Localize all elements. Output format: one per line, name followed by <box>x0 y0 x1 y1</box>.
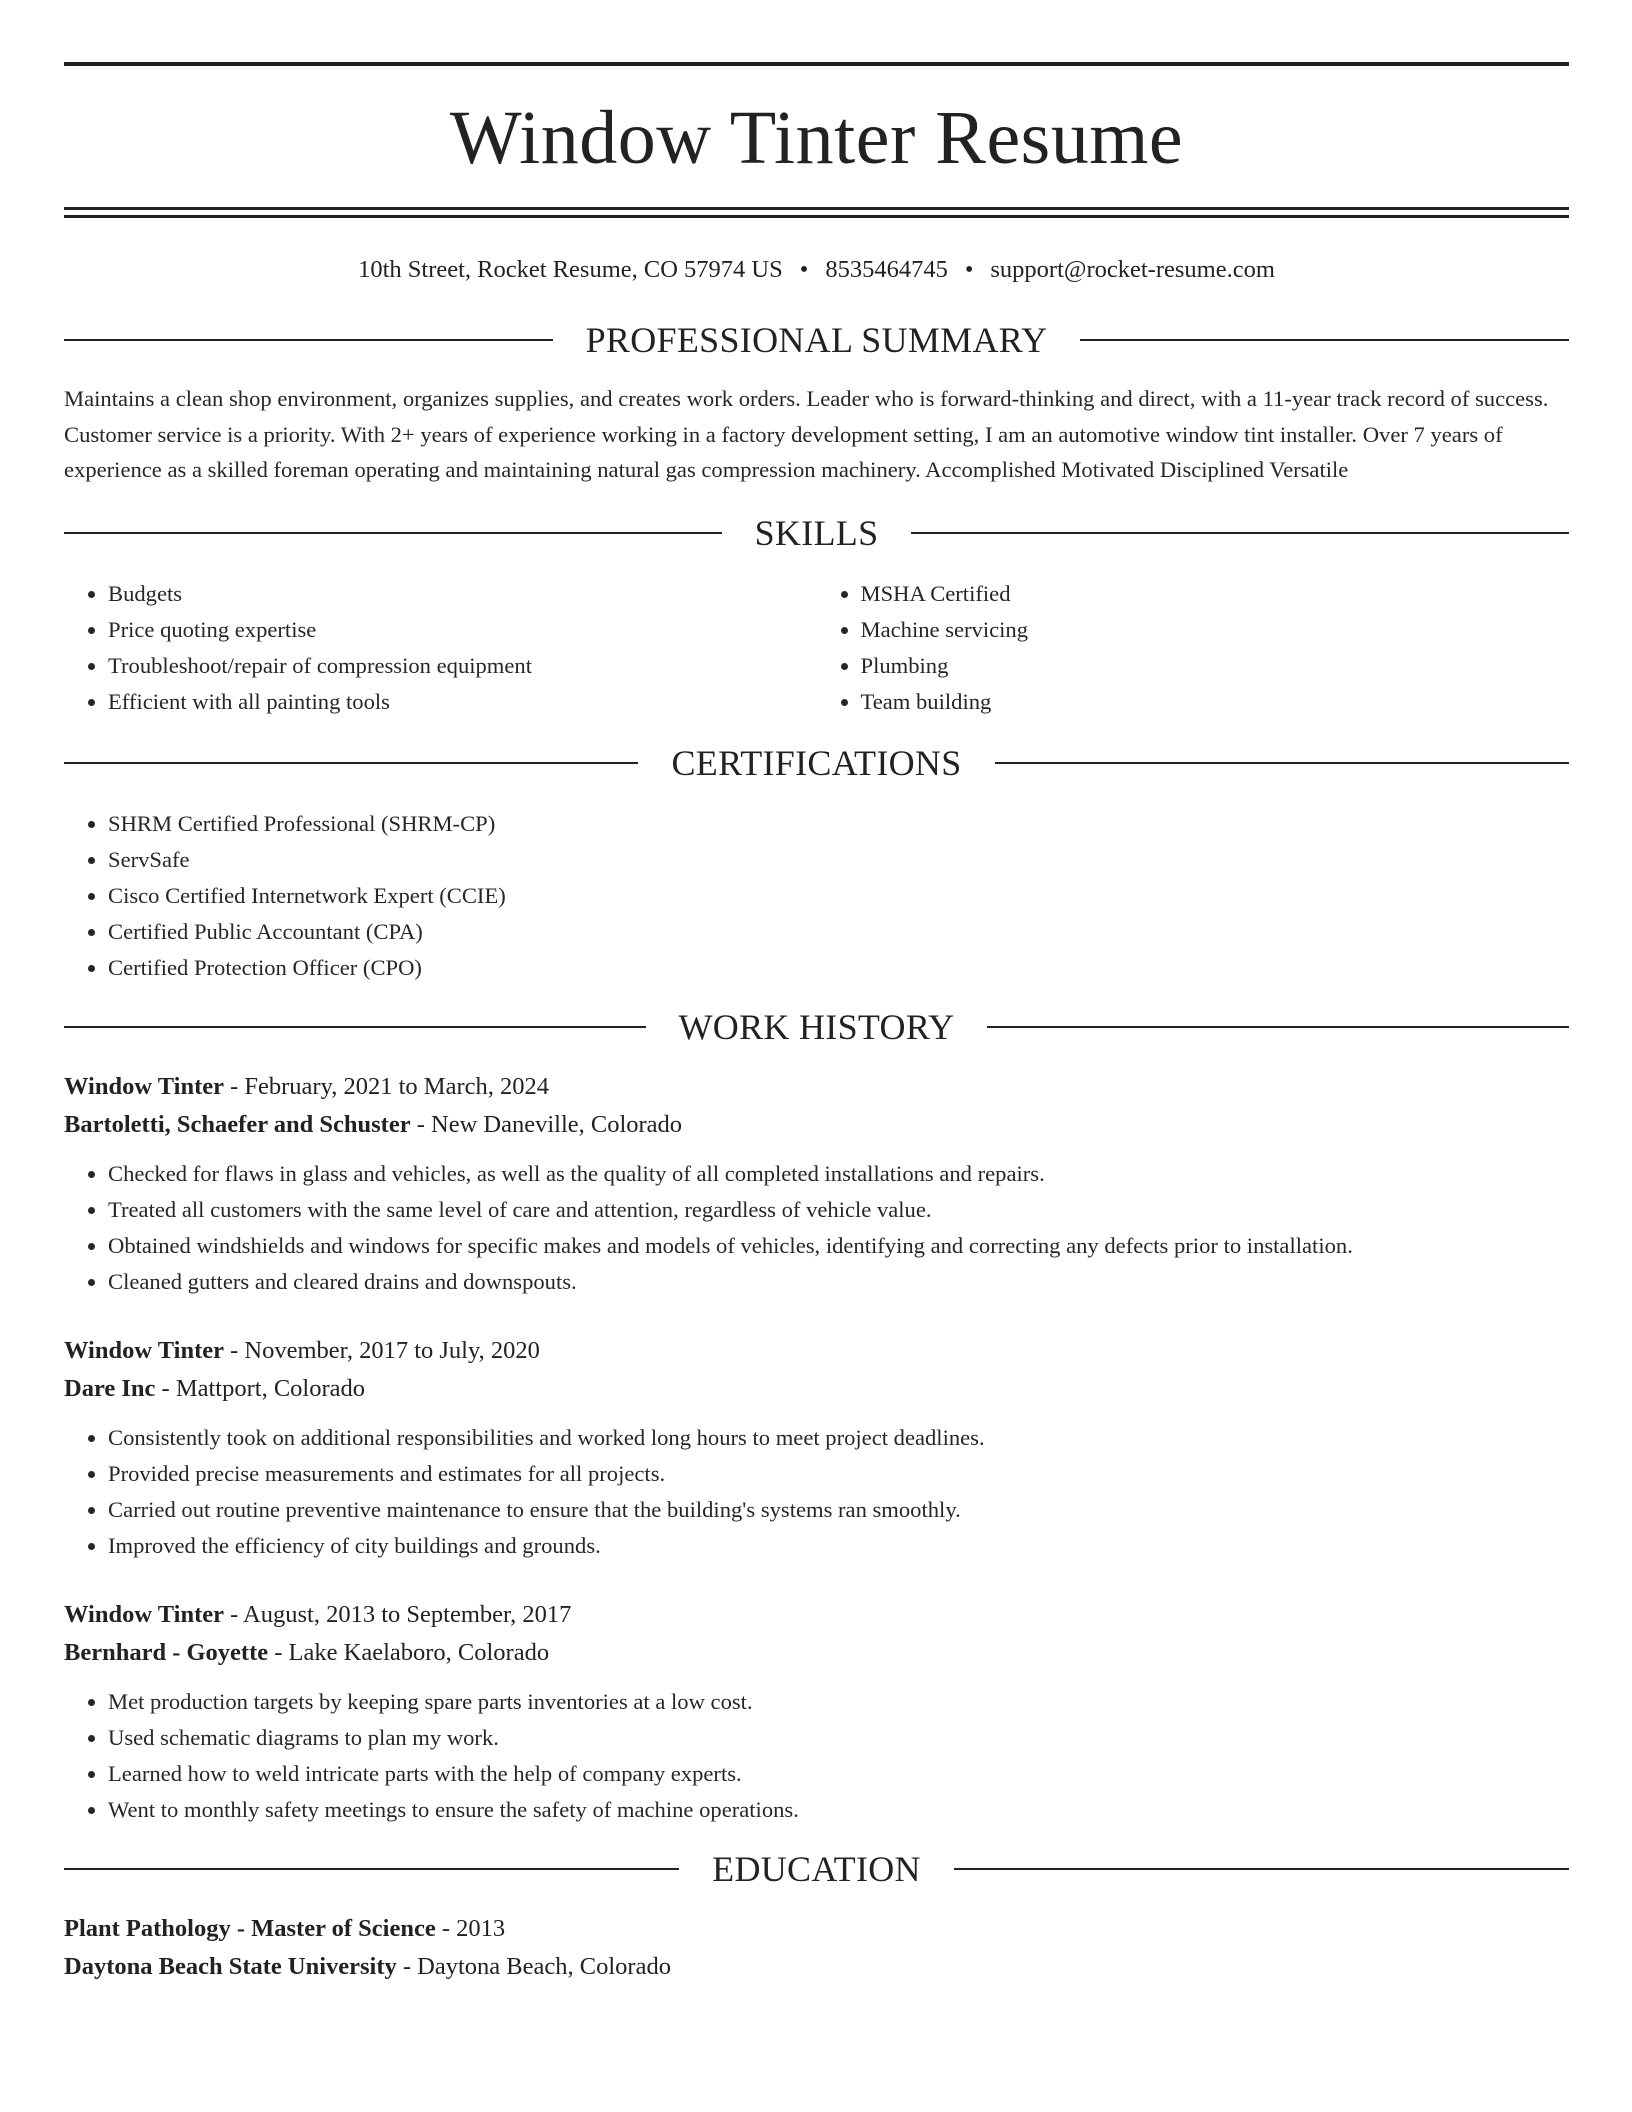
section-title: CERTIFICATIONS <box>671 742 962 783</box>
education-entry <box>64 1910 1569 1986</box>
job-entry <box>64 1596 1569 1828</box>
heading-rule <box>987 1026 1569 1028</box>
education-school: Daytona Beach State University <box>64 1952 397 1980</box>
resume-title: Window Tinter Resume <box>449 96 1184 180</box>
job-entry <box>64 1332 1569 1564</box>
job-company: Dare Inc <box>64 1374 156 1402</box>
skills-column-right <box>817 576 1570 720</box>
skill-item: • Troubleshoot/repair of compression equipment <box>108 648 817 684</box>
skill-item: • Plumbing <box>861 648 1570 684</box>
job-bullet: • Learned how to weld intricate parts with the help of company experts. <box>108 1756 1569 1792</box>
skill-item: • Machine servicing <box>861 612 1570 648</box>
job-bullet: • Treated all customers with the same level of care and attention, regardless of vehicle value. <box>108 1192 1569 1228</box>
contact-separator: • <box>799 256 809 283</box>
heading-rule <box>995 762 1569 764</box>
contact-line <box>64 255 1569 285</box>
education-degree: Plant Pathology - Master of Science <box>64 1914 436 1942</box>
education-location: - Daytona Beach, Colorado <box>396 1952 671 1980</box>
education-degree-line <box>64 1910 1569 1948</box>
section-title: SKILLS <box>754 512 879 553</box>
section-heading-education <box>64 1848 1569 1890</box>
job-title: Window Tinter <box>64 1072 224 1100</box>
job-dates: - February, 2021 to March, 2024 <box>223 1072 549 1100</box>
skill-item: • Price quoting expertise <box>108 612 817 648</box>
certification-item: • Certified Public Accountant (CPA) <box>108 914 1569 950</box>
contact-email[interactable]: support@rocket-resume.com <box>990 256 1275 283</box>
job-bullet: • Used schematic diagrams to plan my work. <box>108 1720 1569 1756</box>
heading-rule <box>64 1868 679 1870</box>
job-bullets <box>64 1684 1569 1828</box>
section-heading-skills <box>64 512 1569 554</box>
contact-address: 10th Street, Rocket Resume, CO 57974 US <box>358 256 783 283</box>
heading-rule <box>64 762 638 764</box>
job-bullet: • Consistently took on additional responsibilities and worked long hours to meet project deadlines. <box>108 1420 1569 1456</box>
heading-rule <box>1080 339 1569 341</box>
job-location: - New Daneville, Colorado <box>410 1110 683 1138</box>
certification-item: • SHRM Certified Professional (SHRM-CP) <box>108 806 1569 842</box>
heading-rule <box>64 339 553 341</box>
education-year: - 2013 <box>435 1914 506 1942</box>
job-title-line <box>64 1068 1569 1106</box>
job-entry <box>64 1068 1569 1300</box>
certification-item: • Cisco Certified Internetwork Expert (CCIE) <box>108 878 1569 914</box>
job-title: Window Tinter <box>64 1600 224 1628</box>
certifications-list <box>64 806 1569 986</box>
job-company-line <box>64 1106 1569 1144</box>
job-bullets <box>64 1420 1569 1564</box>
section-heading-work-history <box>64 1006 1569 1048</box>
job-title: Window Tinter <box>64 1336 224 1364</box>
title-double-rule <box>64 207 1569 218</box>
heading-rule <box>64 1026 646 1028</box>
job-title-line <box>64 1596 1569 1634</box>
job-company-line <box>64 1634 1569 1672</box>
job-bullets <box>64 1156 1569 1300</box>
contact-phone[interactable]: 8535464745 <box>825 256 948 283</box>
job-bullet: • Checked for flaws in glass and vehicles, as well as the quality of all completed installations and repairs. <box>108 1156 1569 1192</box>
skill-item: • MSHA Certified <box>861 576 1570 612</box>
heading-rule <box>64 532 722 534</box>
skill-item: • Efficient with all painting tools <box>108 684 817 720</box>
section-heading-summary <box>64 319 1569 361</box>
job-bullet: • Cleaned gutters and cleared drains and downspouts. <box>108 1264 1569 1300</box>
job-bullet: • Improved the efficiency of city buildings and grounds. <box>108 1528 1569 1564</box>
job-bullet: • Went to monthly safety meetings to ensure the safety of machine operations. <box>108 1792 1569 1828</box>
job-bullet: • Provided precise measurements and estimates for all projects. <box>108 1456 1569 1492</box>
job-company: Bartoletti, Schaefer and Schuster <box>64 1110 411 1138</box>
heading-rule <box>954 1868 1569 1870</box>
certification-item: • Certified Protection Officer (CPO) <box>108 950 1569 986</box>
section-title: WORK HISTORY <box>678 1006 955 1047</box>
job-bullet: • Obtained windshields and windows for specific makes and models of vehicles, identifying and correcting any defects prior to installation. <box>108 1228 1569 1264</box>
skills-list <box>64 576 1569 720</box>
skills-column-left <box>64 576 817 720</box>
job-location: - Mattport, Colorado <box>155 1374 365 1402</box>
skill-item: • Budgets <box>108 576 817 612</box>
summary-text: Maintains a clean shop environment, organizes supplies, and creates work orders. Leader who is forward-thinking and direct, with a 11-year track record of success. Customer service is a priority. With 2+ years of experience working in a factory development setting, I am an automotive window tint installer. Over 7 years of experience as a skilled foreman operating and maintaining natural gas compression machinery. Accomplished Motivated Disciplined Versatile <box>64 386 1549 482</box>
job-title-line <box>64 1332 1569 1370</box>
section-title: PROFESSIONAL SUMMARY <box>585 320 1048 360</box>
certification-item: • ServSafe <box>108 842 1569 878</box>
top-rule <box>64 62 1569 66</box>
job-dates: - August, 2013 to September, 2017 <box>223 1600 572 1628</box>
section-title: EDUCATION <box>712 1848 921 1889</box>
education-school-line <box>64 1948 1569 1986</box>
job-dates: - November, 2017 to July, 2020 <box>223 1336 540 1364</box>
contact-separator: • <box>964 256 974 283</box>
job-location: - Lake Kaelaboro, Colorado <box>268 1638 550 1666</box>
heading-rule <box>911 532 1569 534</box>
skill-item: • Team building <box>861 684 1570 720</box>
job-company-line <box>64 1370 1569 1408</box>
job-company: Bernhard - Goyette <box>64 1638 269 1666</box>
job-bullet: • Carried out routine preventive maintenance to ensure that the building's systems ran smoothly. <box>108 1492 1569 1528</box>
job-bullet: • Met production targets by keeping spare parts inventories at a low cost. <box>108 1684 1569 1720</box>
section-heading-certifications <box>64 742 1569 784</box>
